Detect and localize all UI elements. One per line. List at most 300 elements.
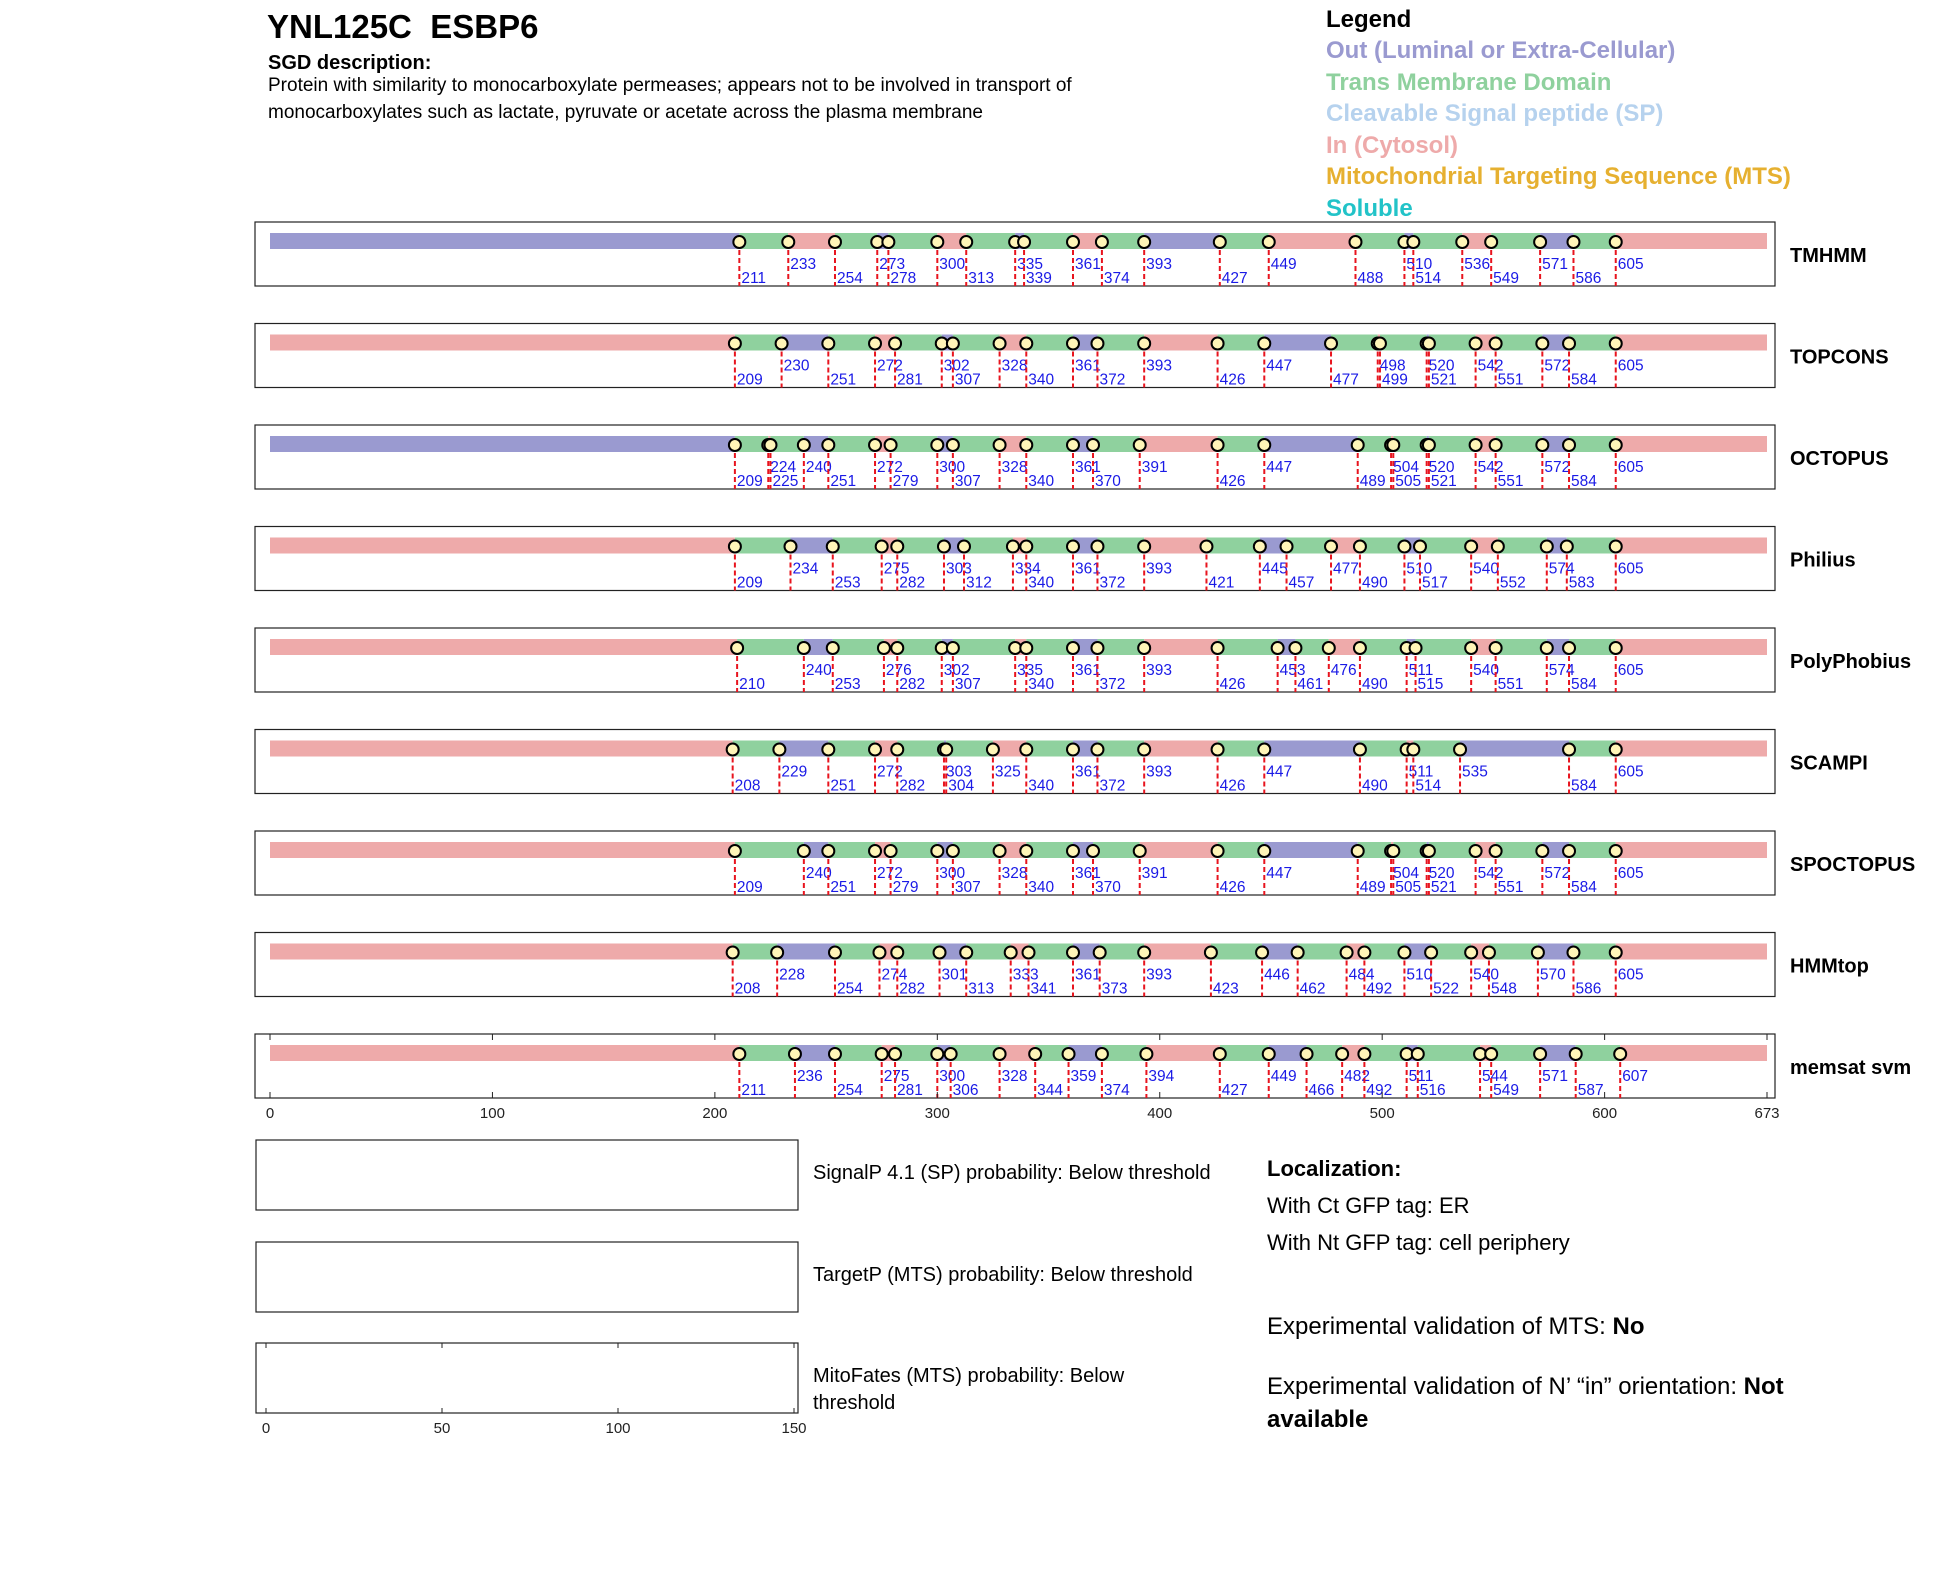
boundary-label: 224 bbox=[770, 459, 797, 476]
boundary-label: 328 bbox=[1001, 459, 1028, 476]
boundary-label: 447 bbox=[1266, 357, 1293, 375]
boundary-label: 426 bbox=[1219, 879, 1246, 896]
boundary-label: 514 bbox=[1415, 270, 1442, 287]
boundary-label: 511 bbox=[1408, 1068, 1434, 1085]
boundary-marker bbox=[1263, 236, 1275, 248]
boundary-label: 328 bbox=[1001, 1068, 1028, 1085]
segment-tm bbox=[1026, 436, 1073, 452]
legend-item-out: Out (Luminal or Extra-Cellular) bbox=[1326, 37, 1676, 64]
predictor-name: PolyPhobius bbox=[1790, 651, 1912, 673]
predictor-name: SCAMPI bbox=[1790, 752, 1868, 775]
boundary-marker bbox=[891, 947, 903, 959]
boundary-label: 498 bbox=[1379, 357, 1406, 375]
segment-out bbox=[1460, 741, 1569, 757]
boundary-marker bbox=[1412, 1048, 1424, 1060]
segment-tm bbox=[737, 639, 804, 655]
boundary-marker bbox=[1325, 338, 1337, 350]
boundary-label: 605 bbox=[1617, 256, 1644, 273]
segment-tm bbox=[951, 1045, 1000, 1061]
boundary-label: 490 bbox=[1361, 777, 1388, 795]
segment-tm bbox=[1420, 538, 1471, 554]
boundary-label: 551 bbox=[1497, 676, 1524, 693]
boundary-marker bbox=[1470, 439, 1482, 451]
boundary-label: 282 bbox=[899, 676, 926, 693]
boundary-label: 300 bbox=[939, 865, 966, 882]
boundary-label: 372 bbox=[1099, 777, 1126, 795]
segment-tm bbox=[1416, 639, 1472, 655]
boundary-marker bbox=[947, 642, 959, 654]
boundary-marker bbox=[1423, 845, 1435, 857]
boundary-label: 361 bbox=[1074, 357, 1101, 375]
segment-in bbox=[270, 741, 733, 757]
boundary-marker bbox=[987, 744, 999, 756]
boundary-marker bbox=[1018, 236, 1030, 248]
segment-tm bbox=[964, 538, 1013, 554]
predictor-row-tmhmm bbox=[255, 222, 1867, 287]
boundary-marker bbox=[1292, 947, 1304, 959]
segment-in bbox=[1144, 944, 1211, 960]
boundary-marker bbox=[1020, 541, 1032, 553]
segment-in bbox=[1616, 639, 1767, 655]
boundary-marker bbox=[822, 338, 834, 350]
segment-in bbox=[270, 944, 733, 960]
boundary-label: 489 bbox=[1359, 879, 1386, 896]
boundary-label: 605 bbox=[1617, 459, 1644, 476]
boundary-marker bbox=[960, 236, 972, 248]
boundary-label: 254 bbox=[836, 270, 863, 287]
boundary-label: 281 bbox=[897, 371, 923, 389]
segment-in bbox=[1616, 741, 1767, 757]
segment-tm bbox=[739, 1045, 795, 1061]
segment-tm bbox=[1569, 741, 1616, 757]
boundary-marker bbox=[1258, 845, 1270, 857]
segment-in bbox=[1144, 538, 1206, 554]
boundary-marker bbox=[1414, 541, 1426, 553]
segment-in bbox=[1269, 233, 1356, 249]
boundary-marker bbox=[1563, 744, 1575, 756]
boundary-marker bbox=[1536, 439, 1548, 451]
boundary-marker bbox=[729, 338, 741, 350]
boundary-label: 276 bbox=[885, 662, 912, 679]
segment-out bbox=[1264, 436, 1357, 452]
boundary-marker bbox=[1200, 541, 1212, 553]
segment-tm bbox=[735, 335, 782, 351]
segment-tm bbox=[1097, 741, 1144, 757]
boundary-marker bbox=[827, 541, 839, 553]
boundary-label: 236 bbox=[796, 1068, 823, 1085]
boundary-label: 572 bbox=[1544, 357, 1571, 375]
predictor-name: memsat svm bbox=[1790, 1057, 1912, 1079]
segment-in bbox=[1616, 335, 1767, 351]
boundary-label: 306 bbox=[952, 1082, 979, 1099]
boundary-label: 274 bbox=[881, 966, 908, 984]
boundary-label: 605 bbox=[1617, 662, 1644, 679]
segment-tm bbox=[1218, 639, 1278, 655]
boundary-label: 361 bbox=[1074, 662, 1101, 679]
boundary-label: 393 bbox=[1146, 256, 1173, 273]
boundary-label: 542 bbox=[1477, 459, 1504, 476]
boundary-label: 361 bbox=[1074, 560, 1101, 578]
boundary-label: 278 bbox=[890, 270, 917, 287]
boundary-label: 279 bbox=[892, 473, 919, 490]
segment-tm bbox=[891, 842, 938, 858]
segment-tm bbox=[828, 436, 875, 452]
predictor-panel-frame bbox=[255, 425, 1775, 489]
segment-tm bbox=[1218, 335, 1265, 351]
boundary-label: 540 bbox=[1473, 662, 1500, 679]
segment-tm bbox=[1211, 944, 1262, 960]
boundary-marker bbox=[1398, 947, 1410, 959]
boundary-marker bbox=[1354, 541, 1366, 553]
segment-in bbox=[270, 335, 735, 351]
segment-in bbox=[1146, 1045, 1219, 1061]
boundary-label: 334 bbox=[1014, 560, 1041, 578]
segment-in bbox=[1144, 741, 1217, 757]
boundary-marker bbox=[1490, 642, 1502, 654]
boundary-marker bbox=[731, 642, 743, 654]
segment-in bbox=[1616, 842, 1767, 858]
segment-in bbox=[270, 639, 737, 655]
probability-panel-3 bbox=[256, 1343, 1125, 1437]
boundary-marker bbox=[1610, 439, 1622, 451]
segment-tm bbox=[895, 335, 942, 351]
boundary-label: 521 bbox=[1430, 879, 1457, 896]
boundary-label: 542 bbox=[1477, 865, 1504, 882]
segment-tm bbox=[1380, 335, 1427, 351]
predictor-name: Philius bbox=[1790, 549, 1856, 572]
boundary-label: 340 bbox=[1028, 777, 1055, 795]
segment-in bbox=[1140, 842, 1218, 858]
boundary-label: 520 bbox=[1428, 459, 1455, 476]
boundary-label: 548 bbox=[1490, 980, 1517, 998]
boundary-label: 477 bbox=[1333, 560, 1359, 578]
boundary-label: 281 bbox=[897, 1082, 923, 1099]
boundary-marker bbox=[1610, 845, 1622, 857]
segment-out bbox=[779, 741, 828, 757]
boundary-marker bbox=[822, 439, 834, 451]
boundary-marker bbox=[1020, 744, 1032, 756]
boundary-marker bbox=[822, 845, 834, 857]
segment-tm bbox=[1418, 1045, 1480, 1061]
boundary-label: 535 bbox=[1462, 763, 1488, 781]
segment-in bbox=[1616, 436, 1767, 452]
segment-tm bbox=[966, 233, 1015, 249]
boundary-label: 505 bbox=[1395, 879, 1422, 896]
boundary-marker bbox=[1387, 439, 1399, 451]
boundary-label: 542 bbox=[1477, 357, 1504, 375]
boundary-marker bbox=[1091, 338, 1103, 350]
boundary-label: 325 bbox=[994, 763, 1021, 781]
boundary-marker bbox=[1470, 338, 1482, 350]
segment-tm bbox=[1331, 335, 1378, 351]
predictor-row-scampi bbox=[255, 730, 1868, 795]
boundary-label: 583 bbox=[1568, 574, 1595, 592]
legend-item-soluble: Soluble bbox=[1326, 194, 1413, 222]
segment-tm bbox=[1496, 436, 1543, 452]
boundary-label: 209 bbox=[736, 371, 763, 389]
boundary-label: 504 bbox=[1393, 459, 1419, 476]
segment-in bbox=[788, 233, 835, 249]
probability-panel-frame bbox=[256, 1140, 798, 1210]
boundary-marker bbox=[1407, 236, 1419, 248]
orientation-validation bbox=[1267, 1370, 1827, 1436]
boundary-label: 488 bbox=[1357, 270, 1384, 287]
boundary-label: 540 bbox=[1473, 966, 1500, 984]
boundary-label: 586 bbox=[1575, 270, 1602, 287]
boundary-marker bbox=[829, 1048, 841, 1060]
boundary-label: 457 bbox=[1288, 574, 1315, 592]
boundary-label: 586 bbox=[1575, 980, 1602, 998]
boundary-marker bbox=[1067, 541, 1079, 553]
boundary-marker bbox=[1341, 947, 1353, 959]
boundary-label: 516 bbox=[1419, 1082, 1446, 1099]
boundary-label: 228 bbox=[779, 966, 806, 984]
localization-title: Localization: bbox=[1267, 1156, 1402, 1181]
predictor-row-memsat-svm bbox=[255, 1034, 1911, 1099]
boundary-marker bbox=[727, 947, 739, 959]
boundary-label: 333 bbox=[1012, 966, 1039, 984]
segment-in bbox=[270, 842, 735, 858]
boundary-marker bbox=[1610, 236, 1622, 248]
boundary-marker bbox=[1067, 236, 1079, 248]
segment-tm bbox=[1489, 944, 1538, 960]
boundary-marker bbox=[1352, 845, 1364, 857]
x-tick-label: 0 bbox=[265, 1105, 275, 1122]
segment-tm bbox=[1491, 1045, 1540, 1061]
page-title: YNL125C ESBP6 bbox=[267, 8, 539, 45]
boundary-marker bbox=[1563, 845, 1575, 857]
segment-tm bbox=[1220, 233, 1269, 249]
boundary-label: 605 bbox=[1617, 357, 1644, 375]
boundary-label: 230 bbox=[783, 357, 810, 375]
boundary-label: 253 bbox=[834, 574, 861, 592]
segment-tm bbox=[953, 842, 1000, 858]
boundary-marker bbox=[889, 338, 901, 350]
legend-item-sp: Cleavable Signal peptide (SP) bbox=[1326, 100, 1664, 127]
boundary-label: 511 bbox=[1408, 763, 1434, 781]
segment-tm bbox=[735, 538, 791, 554]
boundary-marker bbox=[1536, 845, 1548, 857]
boundary-marker bbox=[1410, 642, 1422, 654]
boundary-label: 461 bbox=[1297, 676, 1324, 693]
boundary-marker bbox=[1023, 947, 1035, 959]
segment-tm bbox=[1360, 741, 1407, 757]
x-tick-label: 500 bbox=[1369, 1105, 1395, 1122]
boundary-label: 426 bbox=[1219, 676, 1246, 693]
boundary-marker bbox=[876, 1048, 888, 1060]
predictor-row-topcons bbox=[255, 324, 1889, 389]
boundary-label: 423 bbox=[1212, 980, 1239, 998]
boundary-marker bbox=[1352, 439, 1364, 451]
boundary-marker bbox=[1358, 947, 1370, 959]
segment-tm bbox=[1026, 842, 1073, 858]
boundary-marker bbox=[869, 744, 881, 756]
x-tick-label: 600 bbox=[1592, 1105, 1618, 1122]
boundary-label: 393 bbox=[1146, 560, 1173, 578]
segment-tm bbox=[1218, 842, 1265, 858]
boundary-marker bbox=[1563, 642, 1575, 654]
boundary-label: 233 bbox=[790, 256, 817, 273]
boundary-label: 574 bbox=[1548, 662, 1575, 679]
boundary-label: 302 bbox=[943, 662, 970, 679]
boundary-marker bbox=[1323, 642, 1335, 654]
boundary-marker bbox=[1067, 439, 1079, 451]
boundary-marker bbox=[1485, 1048, 1497, 1060]
probability-label: MitoFates (MTS) probability: Below bbox=[813, 1365, 1125, 1387]
boundary-marker bbox=[994, 845, 1006, 857]
segment-tm bbox=[953, 436, 1000, 452]
boundary-marker bbox=[947, 338, 959, 350]
boundary-label: 307 bbox=[954, 473, 981, 490]
mts-validation-value: No bbox=[1612, 1313, 1645, 1340]
segment-tm bbox=[828, 335, 875, 351]
boundary-marker bbox=[1325, 541, 1337, 553]
boundary-label: 300 bbox=[939, 256, 966, 273]
legend-item-mts: Mitochondrial Targeting Sequence (MTS) bbox=[1326, 163, 1791, 190]
segment-tm bbox=[1026, 538, 1073, 554]
boundary-marker bbox=[994, 338, 1006, 350]
boundary-marker bbox=[1534, 236, 1546, 248]
boundary-marker bbox=[1005, 947, 1017, 959]
boundary-marker bbox=[1423, 338, 1435, 350]
boundary-marker bbox=[776, 338, 788, 350]
boundary-marker bbox=[773, 744, 785, 756]
boundary-label: 275 bbox=[883, 1068, 910, 1085]
boundary-label: 522 bbox=[1433, 980, 1459, 998]
boundary-marker bbox=[1256, 947, 1268, 959]
boundary-label: 572 bbox=[1544, 865, 1571, 882]
boundary-marker bbox=[1374, 338, 1386, 350]
boundary-marker bbox=[876, 541, 888, 553]
boundary-marker bbox=[1610, 947, 1622, 959]
boundary-label: 427 bbox=[1221, 270, 1248, 287]
predictor-row-hmmtop bbox=[255, 933, 1869, 998]
boundary-marker bbox=[1138, 338, 1150, 350]
localization bbox=[1267, 1150, 1570, 1261]
predictor-row-polyphobius bbox=[255, 628, 1911, 693]
segment-in bbox=[1144, 639, 1217, 655]
boundary-marker bbox=[958, 541, 970, 553]
boundary-marker bbox=[1140, 1048, 1152, 1060]
boundary-marker bbox=[1263, 1048, 1275, 1060]
boundary-marker bbox=[1532, 947, 1544, 959]
boundary-label: 499 bbox=[1381, 371, 1408, 389]
boundary-marker bbox=[785, 541, 797, 553]
boundary-label: 341 bbox=[1030, 980, 1057, 998]
boundary-label: 447 bbox=[1266, 763, 1293, 781]
boundary-marker bbox=[798, 642, 810, 654]
boundary-marker bbox=[1020, 439, 1032, 451]
boundary-label: 282 bbox=[899, 980, 926, 998]
boundary-label: 549 bbox=[1493, 270, 1520, 287]
segment-in bbox=[1144, 335, 1217, 351]
segment-out bbox=[1144, 233, 1220, 249]
predictor-name: OCTOPUS bbox=[1790, 448, 1889, 470]
boundary-label: 517 bbox=[1421, 574, 1448, 592]
segment-in bbox=[1620, 1045, 1767, 1061]
boundary-marker bbox=[1212, 744, 1224, 756]
boundary-label: 328 bbox=[1001, 357, 1028, 375]
boundary-label: 484 bbox=[1348, 966, 1375, 984]
segment-tm bbox=[1218, 436, 1265, 452]
mts-validation-label: Experimental validation of MTS: bbox=[1267, 1313, 1613, 1340]
segment-out bbox=[777, 944, 835, 960]
boundary-label: 370 bbox=[1095, 473, 1121, 490]
boundary-label: 209 bbox=[736, 879, 763, 896]
boundary-label: 393 bbox=[1146, 662, 1173, 679]
boundary-marker bbox=[1094, 947, 1106, 959]
boundary-label: 313 bbox=[968, 980, 995, 998]
boundary-marker bbox=[1492, 541, 1504, 553]
segment-tm bbox=[1496, 842, 1543, 858]
boundary-label: 445 bbox=[1261, 560, 1288, 578]
mts-validation bbox=[1267, 1310, 1827, 1343]
segment-tm bbox=[1097, 538, 1144, 554]
boundary-marker bbox=[1258, 744, 1270, 756]
boundary-marker bbox=[1561, 541, 1573, 553]
legend-item-tm: Trans Membrane Domain bbox=[1326, 68, 1612, 96]
boundary-label: 272 bbox=[877, 459, 903, 476]
boundary-marker bbox=[1485, 236, 1497, 248]
boundary-label: 335 bbox=[1017, 256, 1044, 273]
segment-tm bbox=[1569, 639, 1616, 655]
boundary-marker bbox=[1470, 845, 1482, 857]
segment-in bbox=[1616, 538, 1767, 554]
boundary-label: 587 bbox=[1577, 1082, 1604, 1099]
boundary-label: 521 bbox=[1430, 371, 1457, 389]
boundary-label: 605 bbox=[1617, 763, 1644, 781]
boundary-label: 520 bbox=[1428, 865, 1455, 882]
segment-in bbox=[1616, 233, 1767, 249]
boundary-marker bbox=[798, 845, 810, 857]
boundary-marker bbox=[891, 642, 903, 654]
boundary-label: 584 bbox=[1571, 676, 1597, 693]
boundary-label: 210 bbox=[739, 676, 765, 693]
segment-tm bbox=[1569, 335, 1616, 351]
boundary-label: 394 bbox=[1148, 1068, 1175, 1085]
boundary-label: 515 bbox=[1417, 676, 1444, 693]
boundary-label: 449 bbox=[1270, 1068, 1297, 1085]
boundary-marker bbox=[1614, 1048, 1626, 1060]
boundary-label: 393 bbox=[1146, 966, 1173, 984]
boundary-marker bbox=[1281, 541, 1293, 553]
legend-title: Legend bbox=[1326, 6, 1412, 33]
boundary-label: 234 bbox=[792, 560, 819, 578]
boundary-label: 240 bbox=[805, 459, 832, 476]
segment-out bbox=[1264, 741, 1360, 757]
boundary-marker bbox=[1096, 236, 1108, 248]
boundary-marker bbox=[1258, 338, 1270, 350]
x-tick-label: 100 bbox=[479, 1105, 505, 1122]
boundary-label: 340 bbox=[1028, 574, 1055, 592]
boundary-marker bbox=[1091, 642, 1103, 654]
segment-tm bbox=[1413, 741, 1460, 757]
localization-nt: With Nt GFP tag: cell periphery bbox=[1267, 1230, 1570, 1255]
boundary-marker bbox=[1096, 1048, 1108, 1060]
boundary-label: 584 bbox=[1571, 473, 1597, 490]
boundary-label: 551 bbox=[1497, 371, 1524, 389]
prob-x-tick-label: 50 bbox=[433, 1420, 451, 1437]
segment-tm bbox=[897, 538, 944, 554]
boundary-label: 359 bbox=[1070, 1068, 1097, 1085]
boundary-marker bbox=[1358, 1048, 1370, 1060]
boundary-label: 605 bbox=[1617, 865, 1644, 882]
prob-x-tick-label: 100 bbox=[605, 1420, 631, 1437]
boundary-label: 447 bbox=[1266, 865, 1293, 882]
boundary-label: 275 bbox=[883, 560, 910, 578]
segment-tm bbox=[1298, 944, 1347, 960]
boundary-label: 282 bbox=[899, 777, 926, 795]
